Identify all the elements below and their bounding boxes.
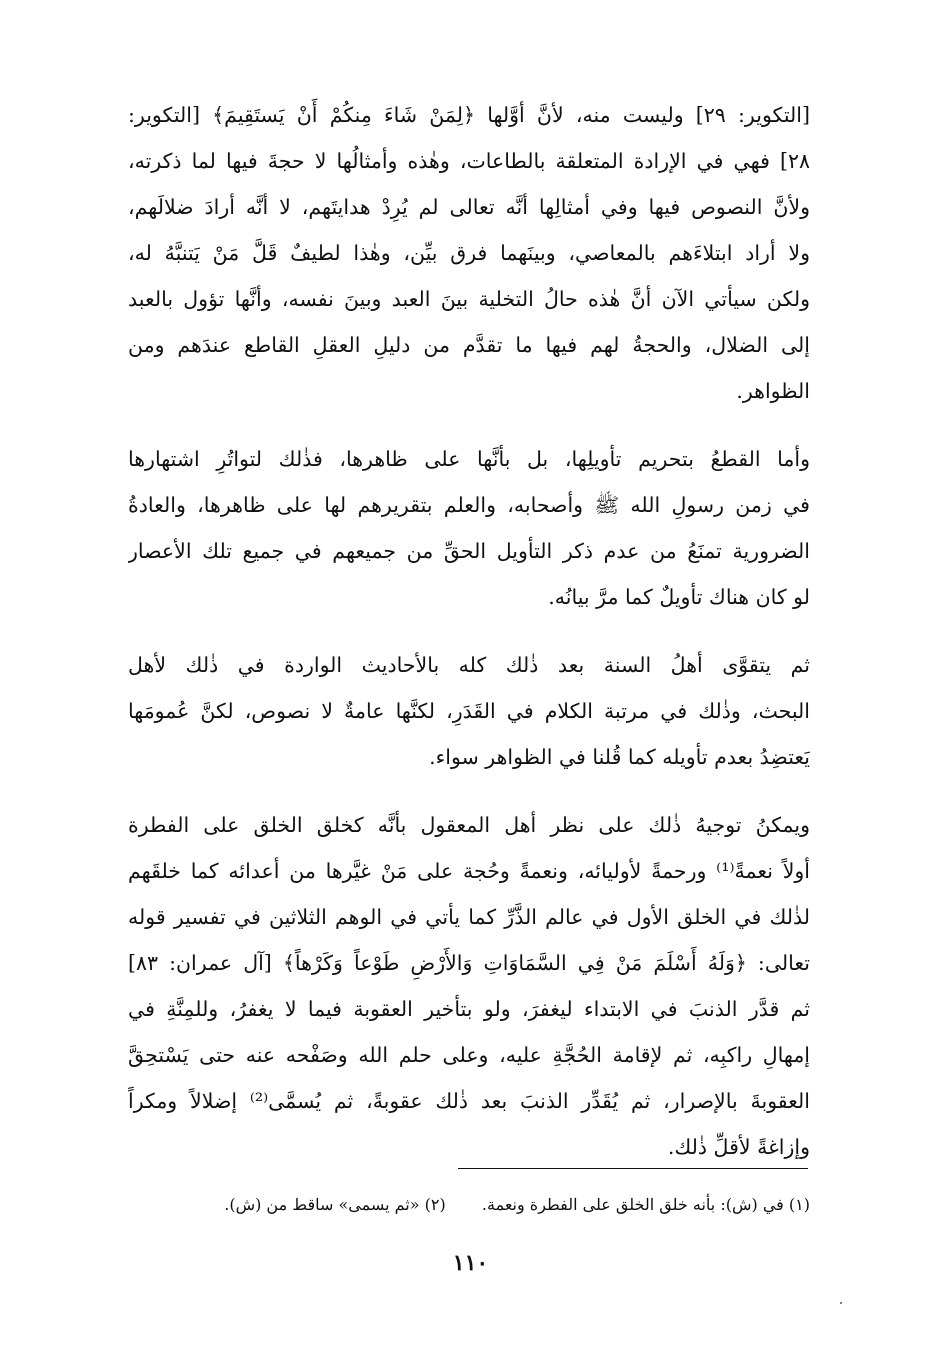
text-line: لو كان هناك تأويلٌ كما مرَّ بيانُه. <box>548 585 810 609</box>
footnotes <box>128 1192 810 1218</box>
text-line: وأما القطعُ بتحريم تأويلِها، بل بأنَّها على ظاهرها، فذٰلك لتواتُرِ اشتهارها <box>128 447 810 471</box>
page-number: ١١٠ <box>452 1250 489 1276</box>
text-line: ثم قدَّر الذنبَ في الابتداء ليغفرَ، ولو بتأخير العقوبة فيما لا يغفرُ، وللمِنَّةِ في <box>128 997 810 1021</box>
paragraph-spacer <box>128 620 810 642</box>
text-line: وإزاغةً لأقلِّ ذٰلك. <box>667 1135 810 1159</box>
text-line: ٢٨] فهي في الإرادة المتعلقة بالطاعات، وهٰذه وأمثالُها لا حجةَ فيها لما ذكرته، <box>128 149 810 173</box>
text-line: الظواهر. <box>736 379 810 403</box>
text-line: تعالى: ﴿وَلَهُ أَسْلَمَ مَنْ فِي السَّمَاوَاتِ وَالأَرْضِ طَوْعاً وَكَرْهاً﴾ [آل عمران: ٨٣] <box>128 951 810 975</box>
paragraph-spacer <box>128 780 810 802</box>
text-line: ثم يتقوَّى أهلُ السنة بعد ذٰلك كله بالأحاديث الواردة في ذٰلك لأهل <box>128 653 810 677</box>
text-line: إمهالِ راكبِه، ثم لإقامة الحُجَّةِ عليه، وعلى حلم الله وصَفْحه عنه حتى يَسْتحِقَّ <box>128 1043 810 1067</box>
main-text <box>128 92 810 1170</box>
text-line: ولكن سيأتي الآن أنَّ هٰذه حالُ التخلية بينَ العبد وبينَ نفسه، وأنَّها تؤول بالعبد <box>128 287 810 311</box>
paragraph-1 <box>128 92 810 414</box>
text-line: البحث، وذٰلك في مرتبة الكلام في القَدَرِ، لكنَّها عامةٌ لا نصوص، لكنَّ عُمومَها <box>128 699 810 723</box>
text-line: أولاً نعمةً⁽¹⁾ ورحمةً لأوليائه، ونعمةً وحُجة على مَنْ غيَّرها من أعدائه كما خلقَهم <box>128 859 810 883</box>
text-line: الضرورية تمنَعُ من عدم ذكر التأويل الحقِّ من جميعهم في جميع تلك الأعصار <box>128 539 810 563</box>
footnote-1: (١) في (ش): بأنه خلق الخلق على الفطرة ونعمة. <box>481 1195 810 1214</box>
footnote-2: (٢) «ثم يسمى» ساقط من (ش). <box>224 1195 446 1214</box>
paragraph-spacer <box>128 414 810 436</box>
paragraph-4 <box>128 802 810 1170</box>
paragraph-3 <box>128 642 810 780</box>
text-line: يَعتضِدُ بعدم تأويله كما قُلنا في الظواهر سواء. <box>429 745 810 769</box>
footnote-divider <box>458 1168 808 1169</box>
text-line: ويمكنُ توجيهُ ذٰلك على نظر أهل المعقول بأنَّه كخلق الخلق على الفطرة <box>128 813 810 837</box>
text-line: لذٰلك في الخلق الأول في عالم الذَّرِّ كما يأتي في الوهم الثلاثين في تفسير قوله <box>128 905 810 929</box>
text-line: [التكوير: ٢٩] وليست منه، لأنَّ أوَّلها ﴿لِمَنْ شَاءَ مِنكُمْ أَنْ يَستَقِيمَ﴾ [التكوير: <box>128 103 810 127</box>
text-line: العقوبةَ بالإصرار، ثم يُقَدِّر الذنبَ بعد ذٰلك عقوبةً، ثم يُسمَّى⁽²⁾ إضلالاً ومكراً <box>128 1089 810 1113</box>
text-line: ولا أراد ابتلاءَهم بالمعاصي، وبينَهما فرق بيِّن، وهٰذا لطيفٌ قَلَّ مَنْ يَتنبَّهُ له، <box>128 241 810 265</box>
text-line: إلى الضلال، والحجةُ لهم فيها ما تقدَّم من دليلِ العقلِ القاطع عندَهم ومن <box>128 333 810 357</box>
paragraph-2 <box>128 436 810 620</box>
text-line: في زمن رسولِ الله ﷺ وأصحابه، والعلم بتقريرهم لها على ظاهرها، والعادةُ <box>128 493 810 517</box>
margin-speck <box>840 1302 842 1304</box>
text-line: ولأنَّ النصوص فيها وفي أمثالِها أنَّه تعالى لم يُرِدْ هدايتَهم، لا أنَّه أرادَ ضلالَهم، <box>128 195 810 219</box>
